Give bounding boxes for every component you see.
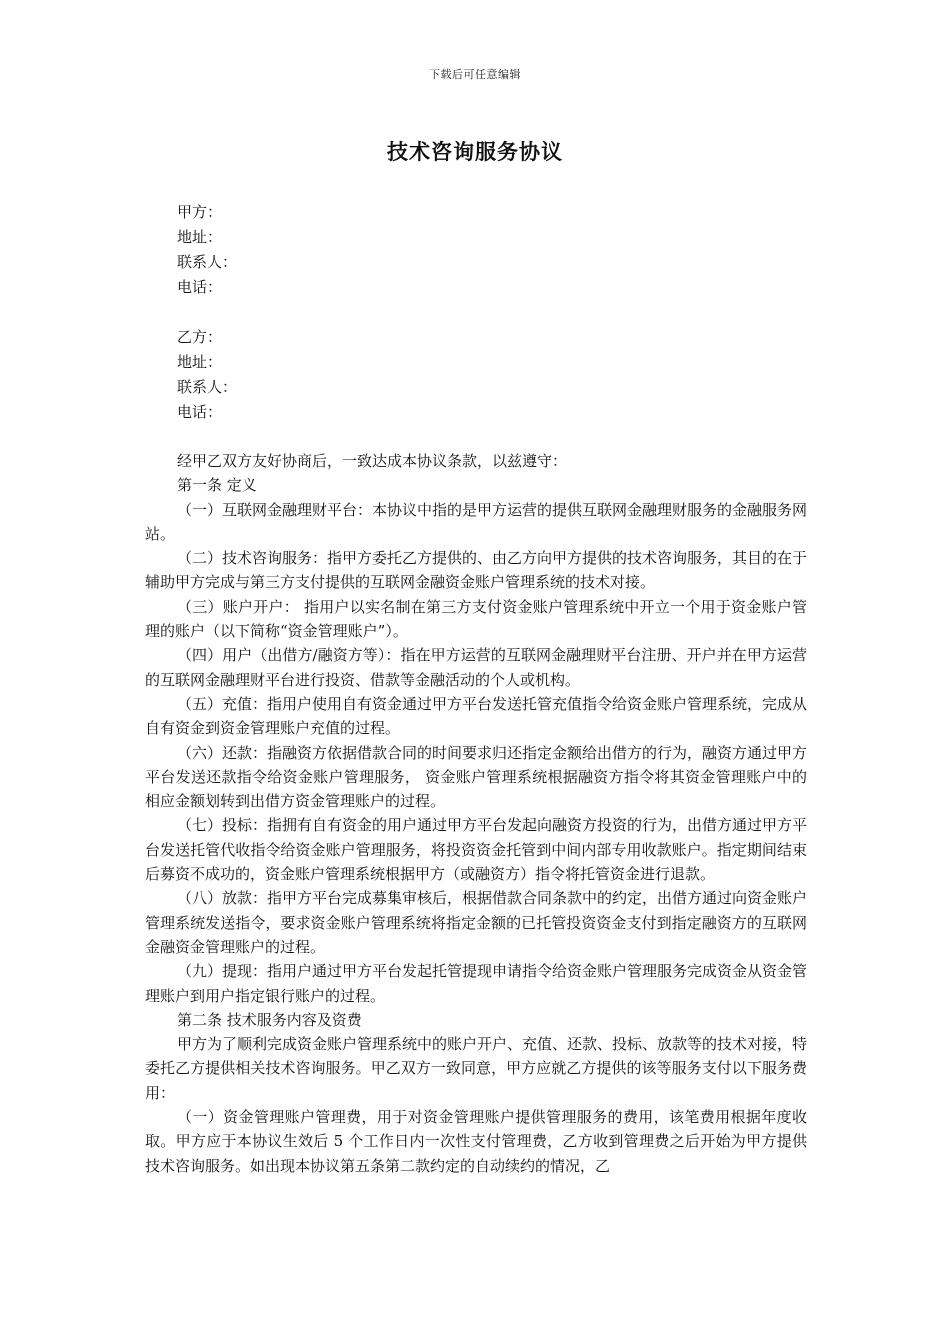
party-b-contact-label: 联系人： — [177, 378, 238, 396]
parties-block — [177, 200, 577, 425]
article-2-heading: 第二条 技术服务内容及资费 — [177, 1010, 362, 1029]
definition-item: （二）技术咨询服务：指甲方委托乙方提供的、由乙方向甲方提供的技术咨询服务，其目的在于辅助甲方完成与第三方支付提供的互联网金融资金账户管理系统的技术对接。 — [145, 549, 808, 592]
header-note: 下载后可任意编辑 — [429, 68, 521, 81]
agreement-body — [145, 449, 807, 1178]
party-a-contact-label: 联系人： — [177, 253, 238, 271]
party-b-address-label: 地址： — [177, 353, 223, 371]
party-b-name-label: 乙方： — [177, 328, 223, 346]
document-title: 技术咨询服务协议 — [387, 139, 563, 164]
definition-item: （七）投标：指拥有自有资金的用户通过甲方平台发起向融资方投资的行为，出借方通过甲方平台发送托管代收指令给资金账户管理服务，将投资资金托管到中间内部专用收款账户。指定期间结束后募资不成功的，资金账户管理系统根据甲方（或融资方）指令将托管资金进行退款。 — [145, 816, 808, 884]
party-b-phone-label: 电话： — [177, 403, 223, 421]
definition-item: （六）还款：指融资方依据借款合同的时间要求归还指定金额给出借方的行为，融资方通过甲方平台发送还款指令给资金账户管理服务， 资金账户管理系统根据融资方指令将其资金管理账户中的相应金额划转到出借方资金管理账户的过程。 — [145, 743, 808, 811]
definition-item: （九）提现：指用户通过甲方平台发起托管提现申请指令给资金账户管理服务完成资金从资金管理账户到用户指定银行账户的过程。 — [145, 962, 808, 1005]
article-2-paragraph: 甲方为了顺利完成资金账户管理系统中的账户开户、充值、还款、投标、放款等的技术对接，特委托乙方提供相关技术咨询服务。甲乙双方一致同意，甲方应就乙方提供的该等服务支付以下服务费用： — [145, 1035, 808, 1102]
party-spacer — [177, 300, 577, 325]
definition-item: （四）用户（出借方/融资方等）：指在甲方运营的互联网金融理财平台注册、开户并在甲方运营的互联网金融理财平台进行投资、借款等金融活动的个人或机构。 — [145, 646, 807, 689]
party-a-phone-label: 电话： — [177, 278, 223, 296]
article-1-heading: 第一条 定义 — [177, 476, 257, 495]
definition-item: （一）互联网金融理财平台：本协议中指的是甲方运营的提供互联网金融理财服务的金融服务网站。 — [145, 500, 808, 543]
party-a-address-label: 地址： — [177, 228, 223, 246]
party-a-name-label: 甲方： — [177, 203, 223, 221]
definition-item: （五）充值：指用户使用自有资金通过甲方平台发送托管充值指令给资金账户管理系统，完成从自有资金到资金管理账户充值的过程。 — [145, 694, 808, 738]
definition-item: （八）放款：指甲方平台完成募集审核后，根据借款合同条款中的约定，出借方通过向资金账户管理系统发送指令，要求资金账户管理系统将指定金额的已托管投资资金支付到指定融资方的互联网金融资金管理账户的过程。 — [145, 889, 808, 956]
article-2-paragraph: （一）资金管理账户管理费，用于对资金管理账户提供管理服务的费用，该笔费用根据年度收取。甲方应于本协议生效后 5 个工作日内一次性支付管理费，乙方收到管理费之后开始为甲方提供技术咨询服务。如出现本协议第五条第二款约定的自动续约的情况，乙 — [145, 1108, 807, 1175]
intro-paragraph: 经甲乙双方友好协商后，一致达成本协议条款，以兹遵守： — [177, 452, 568, 470]
definition-item: （三）账户开户： 指用户以实名制在第三方支付资金账户管理系统中开立一个用于资金账户管理的账户（以下简称“资金管理账户”）。 — [145, 597, 807, 641]
